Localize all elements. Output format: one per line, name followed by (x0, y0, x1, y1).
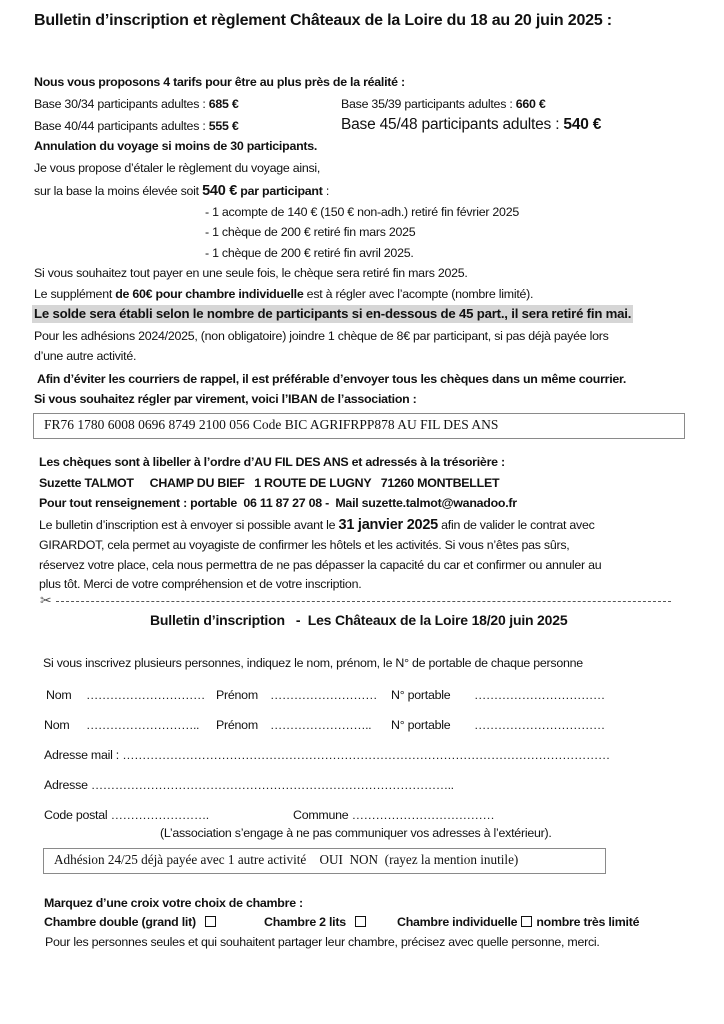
address-label: Adresse (44, 778, 91, 792)
payment-base-colon: : (322, 184, 330, 198)
nom-field[interactable]: ……………………….. (86, 718, 199, 732)
cancellation-notice: Annulation du voyage si moins de 30 participants. (34, 139, 318, 153)
room-option-note: nombre très limité (536, 915, 640, 929)
info-paragraph-line: plus tôt. Merci de votre compréhension et de votre inscription. (39, 577, 362, 591)
email-label: Adresse mail : (44, 748, 123, 762)
room-option (264, 915, 370, 929)
reminder-note: Afin d’éviter les courriers de rappel, il est préférable d’envoyer tous les chèques dans un même courrier. (37, 372, 627, 386)
payment-base (34, 183, 329, 199)
prenom-label: Prénom (216, 688, 258, 702)
payment-intro: Je vous propose d’étaler le règlement du voyage ainsi, (34, 161, 321, 175)
payment-base-text: sur la base la moins élevée soit (34, 184, 203, 198)
prenom-field[interactable]: …………………….. (270, 718, 372, 732)
tarif-label: Base 40/44 participants adultes : (34, 119, 209, 133)
membership-note-line1: Pour les adhésions 2024/2025, (non obligatoire) joindre 1 chèque de 8€ par participant, si pas déjà payée lors (34, 329, 609, 343)
commune-field[interactable]: ……………………………… (351, 808, 495, 822)
tarif-item (34, 119, 239, 133)
tarif-label: Base 30/34 participants adultes : (34, 97, 209, 111)
postal-field[interactable]: ……………………. (110, 808, 209, 822)
contact-info: Pour tout renseignement : portable 06 11 87 27 08 - Mail suzette.talmot@wanadoo.fr (39, 496, 517, 510)
nom-field[interactable]: ………………………… (86, 688, 205, 702)
room-option-label: Chambre 2 lits (264, 915, 346, 929)
room-twin-checkbox[interactable] (355, 916, 366, 927)
tarif-price: 660 € (515, 97, 546, 111)
prenom-field[interactable]: ……………………… (270, 688, 378, 702)
balance-highlight: Le solde sera établi selon le nombre de participants si en-dessous de 45 part., il sera retiré fin mai. (34, 306, 632, 321)
tarif-label: Base 45/48 participants adultes : (341, 116, 564, 133)
room-single-checkbox[interactable] (521, 916, 532, 927)
share-room-note: Pour les personnes seules et qui souhaitent partager leur chambre, précisez avec quelle personne, merci. (45, 935, 600, 949)
treasurer-address: Suzette TALMOT CHAMP DU BIEF 1 ROUTE DE LUGNY 71260 MONTBELLET (39, 476, 500, 490)
supplement-text-end: est à régler avec l’acompte (nombre limité). (303, 287, 534, 301)
phone-field[interactable]: …………………………… (474, 688, 605, 702)
tarifs-intro: Nous vous proposons 4 tarifs pour être au plus près de la réalité : (34, 75, 405, 89)
iban-box (33, 413, 685, 439)
installment-item: - 1 chèque de 200 € retiré fin avril 2025. (205, 246, 414, 260)
room-choice-title: Marquez d’une croix votre choix de chambre : (44, 896, 303, 910)
deadline-text: Le bulletin d’inscription est à envoyer si possible avant le (39, 518, 339, 532)
transfer-note: Si vous souhaitez régler par virement, voici l’IBAN de l’association : (34, 392, 417, 406)
supplement-text: Le supplément (34, 287, 116, 301)
iban-value: FR76 1780 6008 0696 8749 2100 056 Code BIC AGRIFRPP878 AU FIL DES ANS (44, 417, 499, 432)
supplement-bold: de 60€ pour chambre individuelle (115, 287, 304, 301)
tarif-item (341, 116, 601, 134)
nom-label: Nom (44, 718, 70, 732)
tarif-label: Base 35/39 participants adultes : (341, 97, 516, 111)
membership-note-line2: d’une autre activité. (34, 349, 137, 363)
postal-row (44, 808, 209, 822)
document-title: Bulletin d’inscription et règlement Châteaux de la Loire du 18 au 20 juin 2025 : (34, 12, 612, 29)
tarif-item (341, 97, 546, 111)
deadline-line (39, 517, 595, 533)
postal-label: Code postal (44, 808, 111, 822)
deadline-date: 31 janvier 2025 (338, 517, 438, 533)
address-row (44, 778, 454, 792)
info-paragraph-line: GIRARDOT, cela permet au voyagiste de confirmer les hôtels et les activités. Si vous n’êtes pas sûrs, (39, 538, 570, 552)
email-row (44, 748, 610, 762)
scissors-icon: ✂ (40, 592, 52, 608)
phone-label: N° portable (391, 688, 451, 702)
privacy-note: (L’association s’engage à ne pas communiquer vos adresses à l’extérieur). (160, 826, 552, 840)
tarif-item (34, 97, 239, 111)
phone-label: N° portable (391, 718, 451, 732)
membership-box (43, 848, 606, 874)
form-title: Bulletin d’inscription - Les Châteaux de la Loire 18/20 juin 2025 (150, 612, 568, 628)
room-option (397, 915, 639, 929)
room-option (44, 915, 220, 929)
form-instruction: Si vous inscrivez plusieurs personnes, indiquez le nom, prénom, le N° de portable de chaque personne (43, 656, 583, 670)
room-option-label: Chambre double (grand lit) (44, 915, 196, 929)
info-paragraph-line: réservez votre place, cela nous permettra de ne pas dépasser la capacité du car et confirmer ou annuler au (39, 558, 602, 572)
installment-item: - 1 chèque de 200 € retiré fin mars 2025 (205, 225, 416, 239)
deadline-text-end: afin de valider le contrat avec (437, 518, 595, 532)
prenom-label: Prénom (216, 718, 258, 732)
payment-base-amount: 540 € (202, 183, 238, 199)
installment-item: - 1 acompte de 140 € (150 € non-adh.) retiré fin février 2025 (205, 205, 519, 219)
room-double-checkbox[interactable] (205, 916, 216, 927)
room-option-label: Chambre individuelle (397, 915, 518, 929)
cut-line (56, 601, 671, 602)
nom-label: Nom (46, 688, 72, 702)
tarif-price: 555 € (208, 119, 239, 133)
membership-box-text: Adhésion 24/25 déjà payée avec 1 autre activité OUI NON (rayez la mention inutile) (54, 852, 519, 867)
email-field[interactable]: …………………………………………………………………………………………………………… (122, 748, 610, 762)
commune-label: Commune (293, 808, 352, 822)
phone-field[interactable]: …………………………… (474, 718, 605, 732)
tarif-price: 685 € (208, 97, 239, 111)
cheque-payee-note: Les chèques sont à libeller à l’ordre d’AU FIL DES ANS et adressés à la trésorière : (39, 455, 505, 469)
tarif-price: 540 € (563, 116, 602, 133)
payment-base-bold: par participant (237, 184, 323, 198)
single-payment-note: Si vous souhaitez tout payer en une seule fois, le chèque sera retiré fin mars 2025. (34, 266, 468, 280)
supplement-note (34, 287, 533, 301)
address-field[interactable]: ……………………………………………………………………………….. (90, 778, 454, 792)
commune-row (293, 808, 494, 822)
